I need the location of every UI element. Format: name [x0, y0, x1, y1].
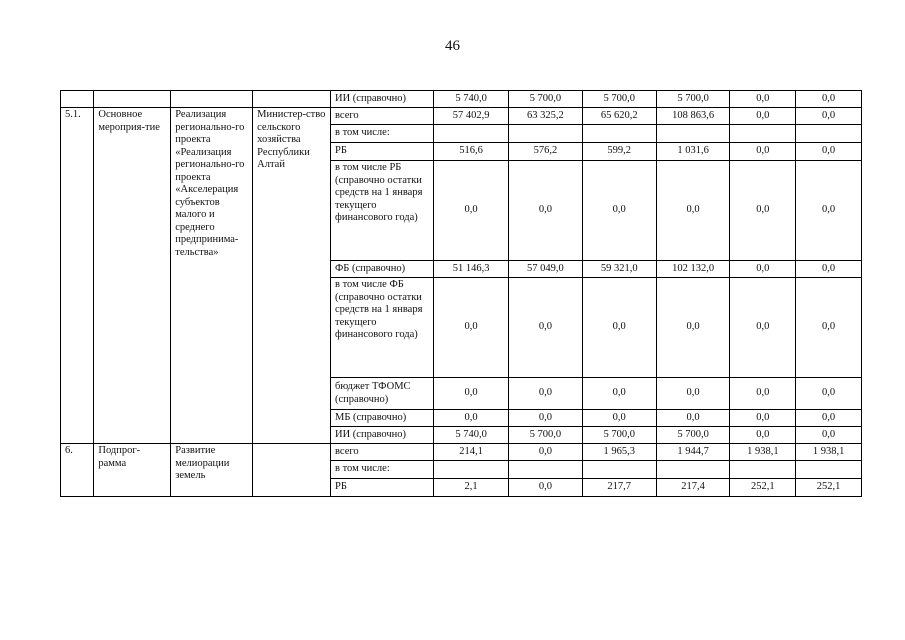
- value-cell: 252,1: [796, 479, 862, 497]
- value-cell: 0,0: [509, 444, 583, 461]
- type-cell: [94, 91, 171, 108]
- value-cell: 5 700,0: [656, 427, 730, 444]
- measure-name: Развитие мелиорации земель: [171, 444, 253, 497]
- value-cell: [509, 461, 583, 479]
- source-label: в том числе ФБ (справочно остатки средств на 1 января текущего финансового года): [331, 278, 434, 378]
- value-cell: 0,0: [730, 143, 796, 161]
- source-label: всего: [331, 108, 434, 125]
- value-cell: 0,0: [509, 479, 583, 497]
- value-cell: 0,0: [582, 278, 656, 378]
- source-label: в том числе:: [331, 461, 434, 479]
- value-cell: 5 700,0: [582, 91, 656, 108]
- value-cell: 0,0: [582, 161, 656, 261]
- value-cell: [656, 461, 730, 479]
- value-cell: 0,0: [434, 378, 509, 410]
- value-cell: 5 700,0: [656, 91, 730, 108]
- value-cell: 0,0: [730, 278, 796, 378]
- number-cell: [61, 91, 94, 108]
- value-cell: 252,1: [730, 479, 796, 497]
- value-cell: 0,0: [730, 410, 796, 427]
- value-cell: 65 620,2: [582, 108, 656, 125]
- page-number: 46: [445, 38, 460, 54]
- value-cell: 1 944,7: [656, 444, 730, 461]
- measure-type: Основное мероприя-тие: [94, 108, 171, 444]
- value-cell: 0,0: [509, 410, 583, 427]
- value-cell: 0,0: [796, 278, 862, 378]
- value-cell: [730, 461, 796, 479]
- value-cell: 0,0: [434, 161, 509, 261]
- value-cell: 576,2: [509, 143, 583, 161]
- value-cell: 63 325,2: [509, 108, 583, 125]
- value-cell: 0,0: [796, 427, 862, 444]
- value-cell: 0,0: [656, 278, 730, 378]
- value-cell: 0,0: [796, 261, 862, 278]
- value-cell: [730, 125, 796, 143]
- value-cell: [434, 125, 509, 143]
- value-cell: 0,0: [509, 378, 583, 410]
- value-cell: [582, 125, 656, 143]
- source-label: ИИ (справочно): [331, 427, 434, 444]
- value-cell: 0,0: [796, 161, 862, 261]
- value-cell: 516,6: [434, 143, 509, 161]
- value-cell: 51 146,3: [434, 261, 509, 278]
- value-cell: 0,0: [582, 410, 656, 427]
- value-cell: [796, 125, 862, 143]
- value-cell: 217,4: [656, 479, 730, 497]
- value-cell: 0,0: [796, 108, 862, 125]
- value-cell: 0,0: [656, 161, 730, 261]
- row-number: 5.1.: [61, 108, 94, 444]
- measure-type: Подпрог-рамма: [94, 444, 171, 497]
- table-row: [61, 91, 862, 108]
- name-cell: [171, 91, 253, 108]
- source-label: ФБ (справочно): [331, 261, 434, 278]
- value-cell: 5 700,0: [582, 427, 656, 444]
- value-cell: 5 740,0: [434, 91, 509, 108]
- executor-cell: [253, 91, 331, 108]
- value-cell: 57 049,0: [509, 261, 583, 278]
- value-cell: 0,0: [656, 410, 730, 427]
- value-cell: [509, 125, 583, 143]
- budget-table: [60, 90, 862, 497]
- value-cell: 0,0: [656, 378, 730, 410]
- value-cell: 0,0: [730, 108, 796, 125]
- value-cell: 0,0: [730, 427, 796, 444]
- value-cell: 1 965,3: [582, 444, 656, 461]
- value-cell: 214,1: [434, 444, 509, 461]
- value-cell: 0,0: [509, 161, 583, 261]
- value-cell: 102 132,0: [656, 261, 730, 278]
- value-cell: 5 740,0: [434, 427, 509, 444]
- value-cell: [656, 125, 730, 143]
- value-cell: 0,0: [730, 378, 796, 410]
- row-number: 6.: [61, 444, 94, 497]
- value-cell: 5 700,0: [509, 91, 583, 108]
- value-cell: [434, 461, 509, 479]
- value-cell: 2,1: [434, 479, 509, 497]
- value-cell: 0,0: [582, 378, 656, 410]
- value-cell: 59 321,0: [582, 261, 656, 278]
- value-cell: 0,0: [434, 410, 509, 427]
- table-row: [61, 108, 862, 125]
- source-label: РБ: [331, 479, 434, 497]
- table-row: [61, 444, 862, 461]
- value-cell: 0,0: [730, 91, 796, 108]
- source-label: всего: [331, 444, 434, 461]
- value-cell: 0,0: [509, 278, 583, 378]
- source-label: РБ: [331, 143, 434, 161]
- executor: [253, 444, 331, 497]
- value-cell: 0,0: [730, 261, 796, 278]
- value-cell: 0,0: [796, 378, 862, 410]
- source-label: ИИ (справочно): [331, 91, 434, 108]
- value-cell: 0,0: [796, 91, 862, 108]
- value-cell: [582, 461, 656, 479]
- value-cell: 0,0: [730, 161, 796, 261]
- value-cell: 5 700,0: [509, 427, 583, 444]
- value-cell: 1 031,6: [656, 143, 730, 161]
- value-cell: 217,7: [582, 479, 656, 497]
- source-label: в том числе РБ (справочно остатки средств на 1 января текущего финансового года): [331, 161, 434, 261]
- value-cell: 1 938,1: [730, 444, 796, 461]
- value-cell: 599,2: [582, 143, 656, 161]
- value-cell: 0,0: [796, 410, 862, 427]
- value-cell: 0,0: [434, 278, 509, 378]
- source-label: МБ (справочно): [331, 410, 434, 427]
- executor: Министер-ство сельского хозяйства Республики Алтай: [253, 108, 331, 444]
- value-cell: 0,0: [796, 143, 862, 161]
- value-cell: 1 938,1: [796, 444, 862, 461]
- source-label: бюджет ТФОМС (справочно): [331, 378, 434, 410]
- source-label: в том числе:: [331, 125, 434, 143]
- value-cell: [796, 461, 862, 479]
- value-cell: 108 863,6: [656, 108, 730, 125]
- value-cell: 57 402,9: [434, 108, 509, 125]
- measure-name: Реализация регионально-го проекта «Реализация регионально-го проекта «Акселерация субъектов малого и среднего предпринима-тельства»: [171, 108, 253, 444]
